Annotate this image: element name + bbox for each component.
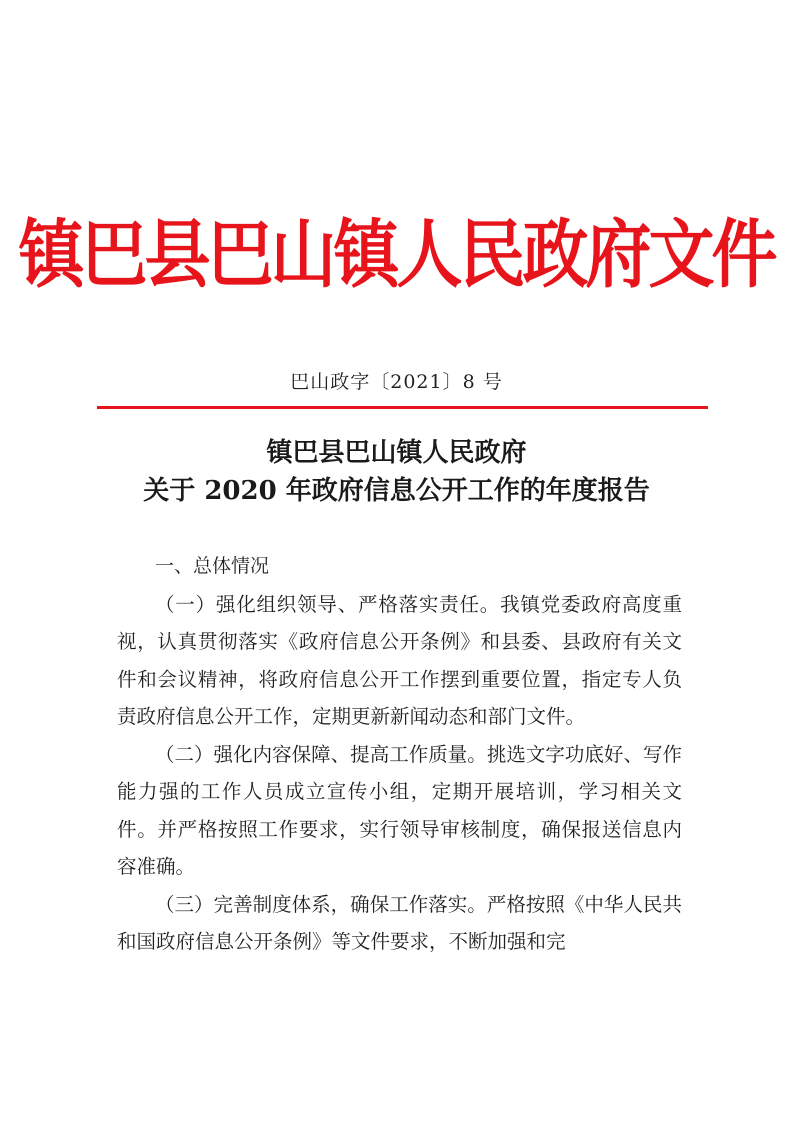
report-title-line1: 镇巴县巴山镇人民政府: [266, 438, 527, 468]
report-title: [0, 434, 793, 510]
issuing-authority-title: 镇巴县巴山镇人民政府文件: [18, 210, 775, 299]
report-title-line2: 关于 2020 年政府信息公开工作的年度报告: [143, 476, 650, 506]
paragraph-3: （三）完善制度体系，确保工作落实。严格按照《中华人民共和国政府信息公开条例》等文件要求，不断加强和完: [117, 892, 682, 953]
document-number: 巴山政字〔2021〕8 号: [290, 371, 503, 393]
paragraph-1: （一）强化组织领导、严格落实责任。我镇党委政府高度重视，认真贯彻落实《政府信息公开条例》和县委、县政府有关文件和会议精神，将政府信息公开工作摆到重要位置，指定专人负责政府信息公开工作，定期更新新闻动态和部门文件。: [117, 592, 682, 728]
report-body: [117, 548, 682, 961]
red-divider-line: [97, 406, 708, 409]
paragraph-2: （二）强化内容保障、提高工作质量。挑选文字功底好、写作能力强的工作人员成立宣传小组，定期开展培训，学习相关文件。并严格按照工作要求，实行领导审核制度，确保报送信息内容准确。: [117, 742, 682, 878]
section-heading: 一、总体情况: [155, 555, 270, 577]
